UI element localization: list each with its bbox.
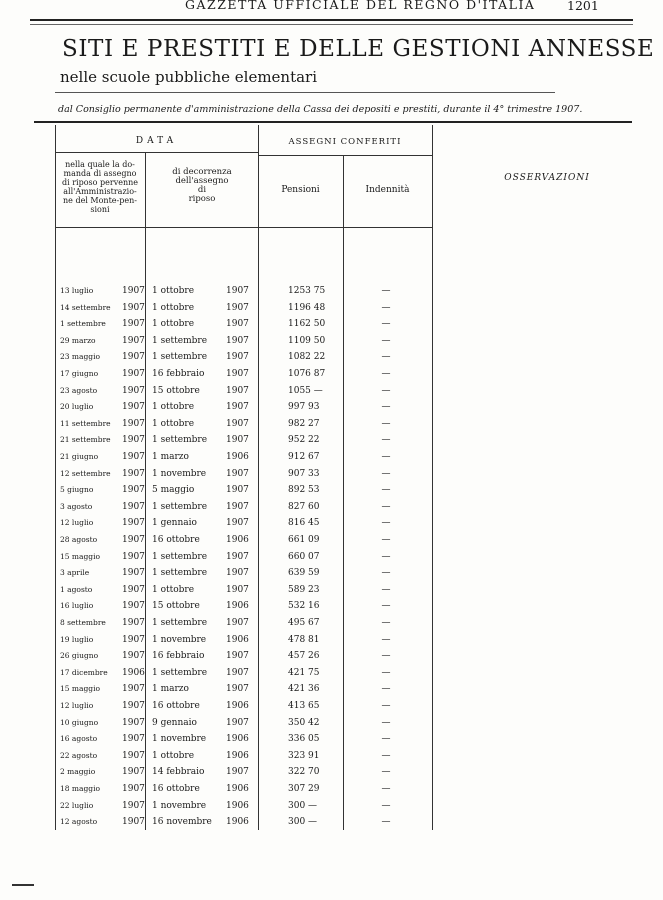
date-decorrenza: 16 febbraio [152,369,205,379]
pensione-value: 907 33 [288,468,320,479]
year-domanda: 1907 [122,767,145,778]
pensione-value: 827 60 [288,501,320,512]
date-domanda: 22 luglio [60,800,94,810]
date-domanda: 5 giugno [60,485,94,495]
date-decorrenza: 1 settembre [152,352,208,363]
year-decorrenza: 1906 [226,601,249,612]
indennita-value: — [381,501,391,512]
date-decorrenza: 1 novembre [152,634,207,645]
year-domanda: 1907 [122,435,145,446]
date-decorrenza: 1 marzo [152,684,189,695]
year-decorrenza: 1907 [226,501,249,512]
year-domanda: 1907 [122,302,145,313]
pensione-value: 532 16 [288,601,320,612]
year-domanda: 1907 [122,817,145,828]
date-decorrenza: 16 ottobre [152,701,200,711]
pensione-value: 639 59 [288,568,320,579]
date-decorrenza: 1 novembre [152,468,207,479]
pensione-value: 322 70 [288,767,320,778]
year-decorrenza: 1906 [226,800,249,811]
indennita-value: — [381,335,391,346]
year-domanda: 1907 [122,568,145,579]
pensione-value: 816 45 [288,518,320,529]
date-decorrenza: 1 ottobre [152,286,195,296]
date-domanda: 3 aprile [60,568,90,578]
pensione-value: 660 07 [288,551,320,562]
year-domanda: 1907 [122,551,145,562]
running-head: GAZZETTA UFFICIALE DEL REGNO D'ITALIA [185,0,536,12]
date-domanda: 29 marzo [60,335,96,345]
year-decorrenza: 1907 [226,518,249,529]
date-decorrenza: 1 ottobre [152,319,195,330]
date-decorrenza: 9 gennaio [152,717,197,728]
date-domanda: 17 giugno [60,369,99,378]
date-decorrenza: 1 settembre [152,618,208,628]
date-decorrenza: 5 maggio [152,485,195,496]
date-decorrenza: 1 ottobre [152,750,195,761]
year-domanda: 1907 [122,618,145,628]
year-decorrenza: 1907 [226,302,249,313]
date-domanda: 21 giugno [60,452,99,461]
indennita-value: — [381,302,391,313]
pensione-value: 413 65 [288,701,320,711]
caption-rule [34,121,632,123]
date-domanda: 12 luglio [60,701,94,710]
header-bottom-rule [55,227,433,228]
year-domanda: 1907 [122,784,145,794]
date-domanda: 1 agosto [60,584,93,594]
date-decorrenza: 14 febbraio [152,767,205,778]
year-decorrenza: 1906 [226,535,249,545]
year-domanda: 1907 [122,335,145,346]
date-decorrenza: 1 gennaio [152,518,197,529]
year-domanda: 1906 [122,667,145,678]
date-domanda: 12 settembre [60,468,111,478]
indennita-value: — [381,584,391,595]
year-decorrenza: 1907 [226,402,249,413]
header-pensioni: Pensioni [281,185,320,195]
indennita-value: — [381,568,391,579]
pensione-value: 307 29 [288,784,320,794]
date-domanda: 21 settembre [60,435,111,445]
year-domanda: 1907 [122,684,145,695]
indennita-value: — [381,352,391,363]
year-decorrenza: 1906 [226,784,249,794]
date-domanda: 18 maggio [60,784,101,793]
date-domanda: 3 agosto [60,501,93,511]
date-decorrenza: 1 ottobre [152,402,195,413]
year-decorrenza: 1907 [226,667,249,678]
header-assegni-conferiti: ASSEGNI CONFERITI [288,137,402,147]
header-decorrenza: di decorrenza dell'assegno di riposo [172,167,232,204]
indennita-value: — [381,402,391,413]
pensione-value: 982 27 [288,418,320,429]
date-decorrenza: 1 settembre [152,667,208,678]
year-decorrenza: 1907 [226,286,249,296]
date-decorrenza: 1 novembre [152,734,207,745]
assegni-group-rule [258,155,432,156]
date-domanda: 1 settembre [60,319,106,329]
date-domanda: 12 luglio [60,518,94,528]
year-decorrenza: 1907 [226,651,249,662]
data-group-rule [55,152,258,153]
indennita-value: — [381,618,391,628]
year-decorrenza: 1907 [226,767,249,778]
year-decorrenza: 1907 [226,385,249,396]
pensione-value: 457 26 [288,651,320,662]
date-domanda: 14 settembre [60,302,111,312]
col-divider-pensioni [343,155,344,830]
year-domanda: 1907 [122,319,145,330]
pensione-value: 1109 50 [288,335,326,346]
indennita-value: — [381,750,391,761]
year-decorrenza: 1906 [226,750,249,761]
date-decorrenza: 1 settembre [152,568,208,579]
indennita-value: — [381,468,391,479]
year-domanda: 1907 [122,701,145,711]
page-number: 1201 [567,0,599,13]
year-domanda: 1907 [122,418,145,429]
pensione-value: 952 22 [288,435,320,446]
date-decorrenza: 1 marzo [152,452,189,462]
date-domanda: 15 maggio [60,684,101,694]
year-domanda: 1907 [122,750,145,761]
date-decorrenza: 1 ottobre [152,302,195,313]
pensione-value: 589 23 [288,584,320,595]
year-decorrenza: 1907 [226,618,249,628]
year-decorrenza: 1907 [226,418,249,429]
pensione-value: 323 91 [288,750,320,761]
year-domanda: 1907 [122,734,145,745]
indennita-value: — [381,767,391,778]
indennita-value: — [381,634,391,645]
page-title: SITI E PRESTITI E DELLE GESTIONI ANNESSE [62,36,655,62]
header-data: DATA [135,136,178,146]
col-divider-data-assegni [258,125,259,830]
date-domanda: 13 luglio [60,286,94,295]
header-indennita: Indennità [365,185,410,195]
header-osservazioni: OSSERVAZIONI [504,173,590,183]
year-decorrenza: 1906 [226,734,249,745]
indennita-value: — [381,667,391,678]
year-decorrenza: 1907 [226,335,249,346]
date-domanda: 15 maggio [60,551,101,561]
year-domanda: 1907 [122,286,145,296]
year-domanda: 1907 [122,485,145,496]
year-decorrenza: 1907 [226,435,249,446]
indennita-value: — [381,518,391,529]
year-domanda: 1907 [122,651,145,662]
date-decorrenza: 1 settembre [152,435,208,446]
indennita-value: — [381,286,391,296]
year-domanda: 1907 [122,452,145,462]
pensione-value: 1162 50 [288,319,326,330]
date-domanda: 2 maggio [60,767,96,777]
pensione-value: 912 67 [288,452,320,462]
subtitle-rule [55,92,555,93]
year-domanda: 1907 [122,385,145,396]
date-decorrenza: 15 ottobre [152,385,200,396]
year-decorrenza: 1907 [226,352,249,363]
year-domanda: 1907 [122,601,145,612]
table-border-left [55,125,56,830]
year-domanda: 1907 [122,800,145,811]
date-domanda: 19 luglio [60,634,94,644]
indennita-value: — [381,651,391,662]
date-domanda: 12 agosto [60,817,98,827]
header-domanda: nella quale la do- manda di assegno di riposo pervenne all'Amministrazio- ne del Monte-pen- sioni [62,160,138,214]
page-subtitle: nelle scuole pubbliche elementari [60,68,318,86]
indennita-value: — [381,485,391,496]
year-decorrenza: 1907 [226,568,249,579]
indennita-value: — [381,369,391,379]
year-domanda: 1907 [122,584,145,595]
date-decorrenza: 16 novembre [152,817,212,828]
year-decorrenza: 1907 [226,551,249,562]
date-decorrenza: 1 settembre [152,551,208,562]
date-domanda: 17 dicembre [60,667,108,677]
pensione-value: 495 67 [288,618,320,628]
year-decorrenza: 1907 [226,717,249,728]
top-rule [30,19,633,21]
year-decorrenza: 1907 [226,369,249,379]
year-domanda: 1907 [122,717,145,728]
date-domanda: 28 agosto [60,535,98,544]
year-decorrenza: 1906 [226,817,249,828]
pensione-value: 1082 22 [288,352,326,363]
indennita-value: — [381,535,391,545]
table-caption: dal Consiglio permanente d'amministrazione della Cassa dei depositi e prestiti, durante il 4° trimestre 1907. [58,104,583,115]
year-domanda: 1907 [122,634,145,645]
indennita-value: — [381,435,391,446]
year-decorrenza: 1907 [226,584,249,595]
year-domanda: 1907 [122,535,145,545]
col-divider-assegni-osservazioni [432,125,433,830]
indennita-value: — [381,734,391,745]
year-domanda: 1907 [122,352,145,363]
date-decorrenza: 16 febbraio [152,651,205,662]
pensione-value: 1253 75 [288,286,326,296]
indennita-value: — [381,551,391,562]
year-domanda: 1907 [122,468,145,479]
date-domanda: 16 luglio [60,601,94,611]
pensione-value: 661 09 [288,535,320,545]
date-decorrenza: 1 ottobre [152,418,195,429]
date-decorrenza: 1 ottobre [152,584,195,595]
indennita-value: — [381,784,391,794]
col-divider-dates [145,152,146,830]
pensione-value: 300 — [288,817,318,828]
date-domanda: 20 luglio [60,402,94,412]
date-decorrenza: 1 novembre [152,800,207,811]
date-domanda: 23 agosto [60,385,98,395]
date-decorrenza: 1 settembre [152,335,208,346]
date-domanda: 22 agosto [60,750,98,760]
date-decorrenza: 16 ottobre [152,784,200,794]
date-domanda: 16 agosto [60,734,98,744]
date-domanda: 8 settembre [60,618,106,627]
pensione-value: 1196 48 [288,302,326,313]
pensione-value: 997 93 [288,402,320,413]
date-domanda: 26 giugno [60,651,99,661]
date-domanda: 10 giugno [60,717,99,727]
pensione-value: 1076 87 [288,369,326,379]
margin-mark [12,884,34,886]
pensione-value: 336 05 [288,734,320,745]
date-domanda: 11 settembre [60,418,111,428]
pensione-value: 300 — [288,800,318,811]
pensione-value: 421 36 [288,684,320,695]
indennita-value: — [381,717,391,728]
year-decorrenza: 1906 [226,701,249,711]
date-decorrenza: 15 ottobre [152,601,200,612]
year-decorrenza: 1907 [226,319,249,330]
date-decorrenza: 1 settembre [152,501,208,512]
indennita-value: — [381,452,391,462]
year-decorrenza: 1907 [226,468,249,479]
indennita-value: — [381,701,391,711]
pensione-value: 350 42 [288,717,320,728]
pensione-value: 421 75 [288,667,320,678]
indennita-value: — [381,418,391,429]
pensione-value: 892 53 [288,485,320,496]
date-decorrenza: 16 ottobre [152,535,200,545]
year-domanda: 1907 [122,501,145,512]
indennita-value: — [381,684,391,695]
date-domanda: 23 maggio [60,352,101,362]
indennita-value: — [381,601,391,612]
year-decorrenza: 1907 [226,485,249,496]
top-rule-thin [30,24,633,25]
year-domanda: 1907 [122,369,145,379]
pensione-value: 1055 — [288,385,323,396]
indennita-value: — [381,385,391,396]
indennita-value: — [381,817,391,828]
indennita-value: — [381,800,391,811]
indennita-value: — [381,319,391,330]
year-domanda: 1907 [122,518,145,529]
year-domanda: 1907 [122,402,145,413]
year-decorrenza: 1907 [226,684,249,695]
year-decorrenza: 1906 [226,452,249,462]
pensione-value: 478 81 [288,634,320,645]
year-decorrenza: 1906 [226,634,249,645]
